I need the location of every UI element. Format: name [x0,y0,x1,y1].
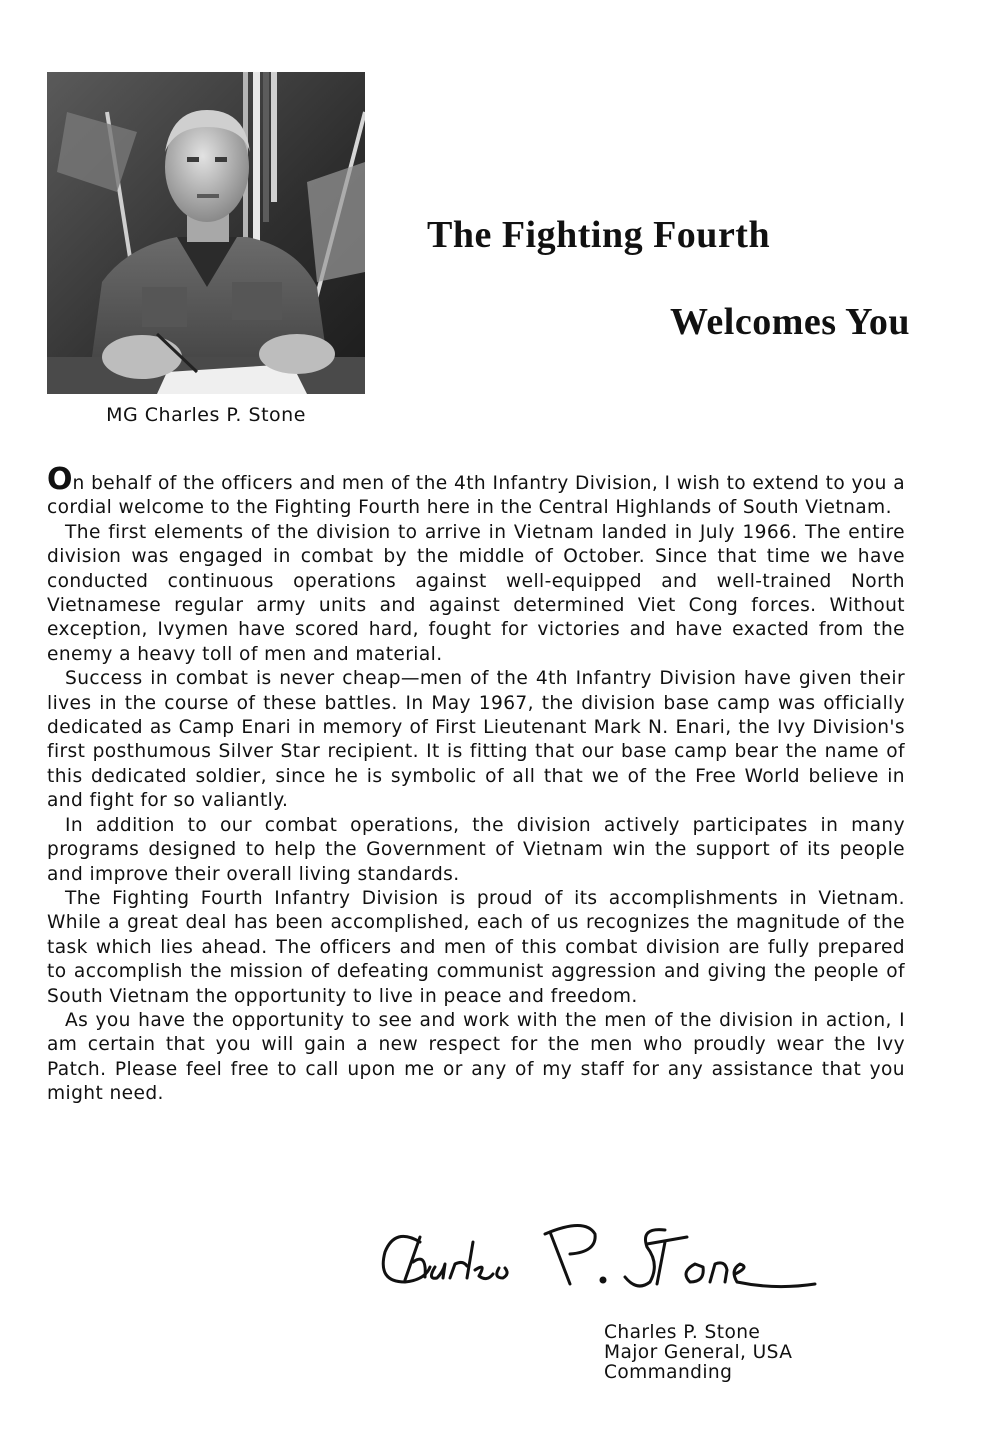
title-line-2: Welcomes You [670,301,910,343]
letter-paragraph [47,462,905,521]
paragraph-text: n behalf of the officers and men of the 4th Infantry Division, I wish to extend to you a cordial welcome to the Fighting Fourth here in the Central Highlands of South Vietnam. [47,473,905,519]
letter-paragraph: The first elements of the division to arrive in Vietnam landed in July 1966. The entire division was engaged in combat by the middle of October. Since that time we have conducted continuous operations against well-equipped and well-trained North Vietnamese regular army units and against determined Viet Cong forces. Without exception, Ivymen have scored hard, fought for victories and have exacted from the enemy a heavy toll of men and material. [47,521,905,665]
letter-paragraph: The Fighting Fourth Infantry Division is proud of its accomplishments in Vietnam. While a great deal has been accomplished, each of us recognizes the magnitude of the task which lies ahead. The officers and men of this combat division are fully prepared to accomplish the mission of defeating communist aggression and giving the people of South Vietnam the opportunity to live in peace and freedom. [47,887,905,1007]
letter-paragraph: As you have the opportunity to see and work with the men of the division in action, I am certain that you will gain a new respect for the men who proudly wear the Ivy Patch. Please feel free to call upon me or any of my staff for any assistance that you might need. [47,1009,905,1105]
letter-paragraph: Success in combat is never cheap—men of the 4th Infantry Division have given their lives in the course of these battles. In May 1967, the division base camp was officially dedicated as Camp Enari in memory of First Lieutenant Mark N. Enari, the Ivy Division's first posthumous Silver Star recipient. It is fitting that our base camp bear the name of this dedicated soldier, since he is symbolic of all that we of the Free World believe in and fight for so valiantly. [47,668,905,812]
signature-block [604,1323,792,1383]
signer-rank: Major General, USA [604,1342,793,1363]
title-line-1: The Fighting Fourth [427,214,771,256]
photo-caption: MG Charles P. Stone [106,404,306,426]
drop-cap: O [47,462,73,497]
letter-paragraph: In addition to our combat operations, the division actively participates in many programs designed to help the Government of Vietnam win the support of its people and improve their overall living standards. [47,814,905,885]
handwritten-signature [375,1212,825,1312]
signer-name: Charles P. Stone [604,1322,761,1343]
letter-body [47,462,905,1107]
signer-role: Commanding [604,1362,733,1383]
portrait-photo [47,72,365,394]
